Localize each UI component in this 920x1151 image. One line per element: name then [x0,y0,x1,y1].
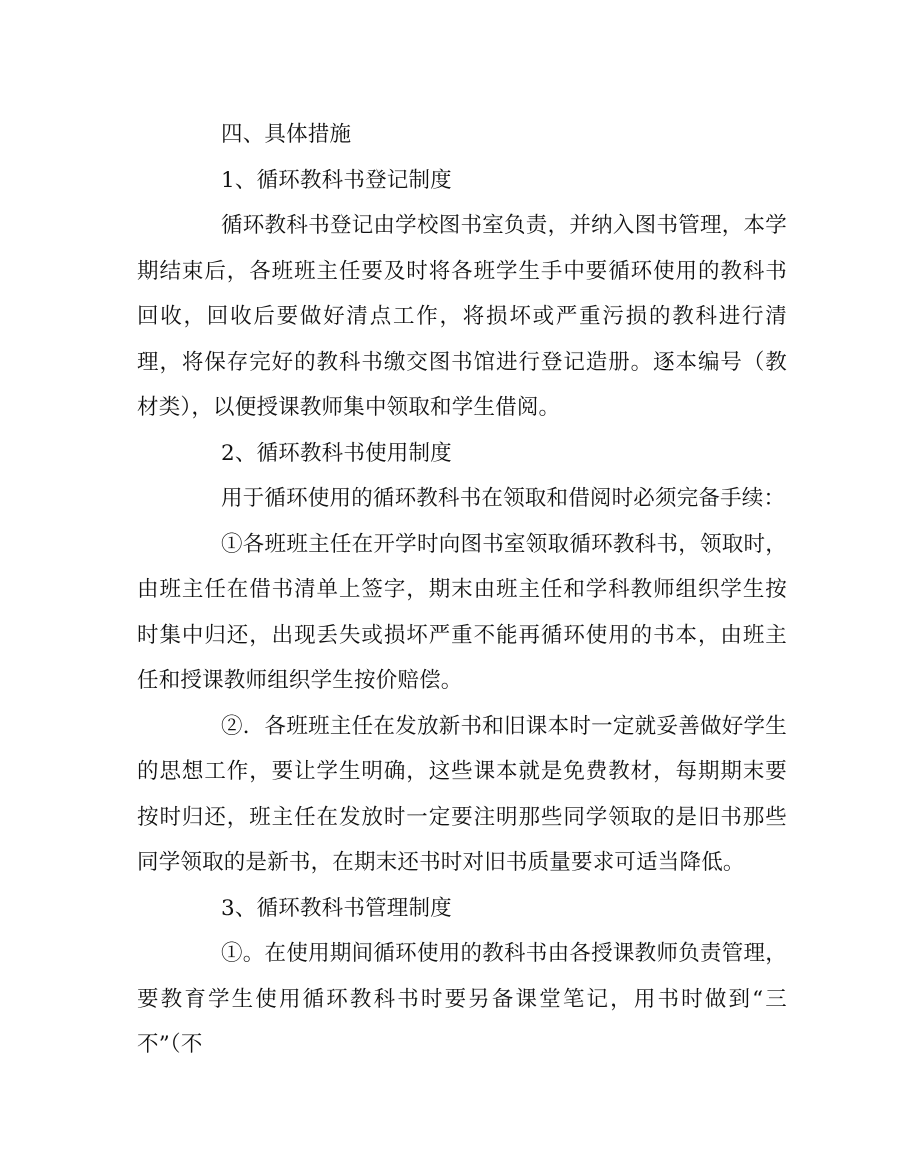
paragraph-usage-intro: 用于循环使用的循环教科书在领取和借阅时必须完备手续： [221,486,786,511]
document-body [137,112,787,1068]
paragraph-usage-item-2: ②．各班班主任在发放新书和旧课本时一定就妥善做好学生的思想工作，要让学生明确，这些课本就是免费教材，每期期末要按时归还，班主任在发放时一定要注明那些同学领取的是旧书那些同学领取的是新书，在期末还书时对旧书质量要求可适当降低。 [137,713,787,875]
subheading-usage: 2、循环教科书使用制度 [221,440,452,466]
paragraph-management-item-1: ①。在使用期间循环使用的教科书由各授课教师负责管理，要教育学生使用循环教科书时要另备课堂笔记，用书时做到“三不”（不 [137,941,787,1057]
section-heading-measures: 四、具体措施 [221,122,352,147]
subheading-management: 3、循环教科书管理制度 [221,895,452,921]
subheading-registration: 1、循环教科书登记制度 [221,167,452,193]
paragraph-registration: 循环教科书登记由学校图书室负责，并纳入图书管理，本学期结束后，各班班主任要及时将各班学生手中要循环使用的教科书回收，回收后要做好清点工作，将损坏或严重污损的教科进行清理，将保存完好的教科书缴交图书馆进行登记造册。逐本编号（教材类），以便授课教师集中领取和学生借阅。 [137,213,787,420]
paragraph-usage-item-1: ①各班班主任在开学时向图书室领取循环教科书，领取时，由班主任在借书清单上签字，期末由班主任和学科教师组织学生按时集中归还，出现丢失或损坏严重不能再循环使用的书本，由班主任和授课教师组织学生按价赔偿。 [137,531,787,693]
